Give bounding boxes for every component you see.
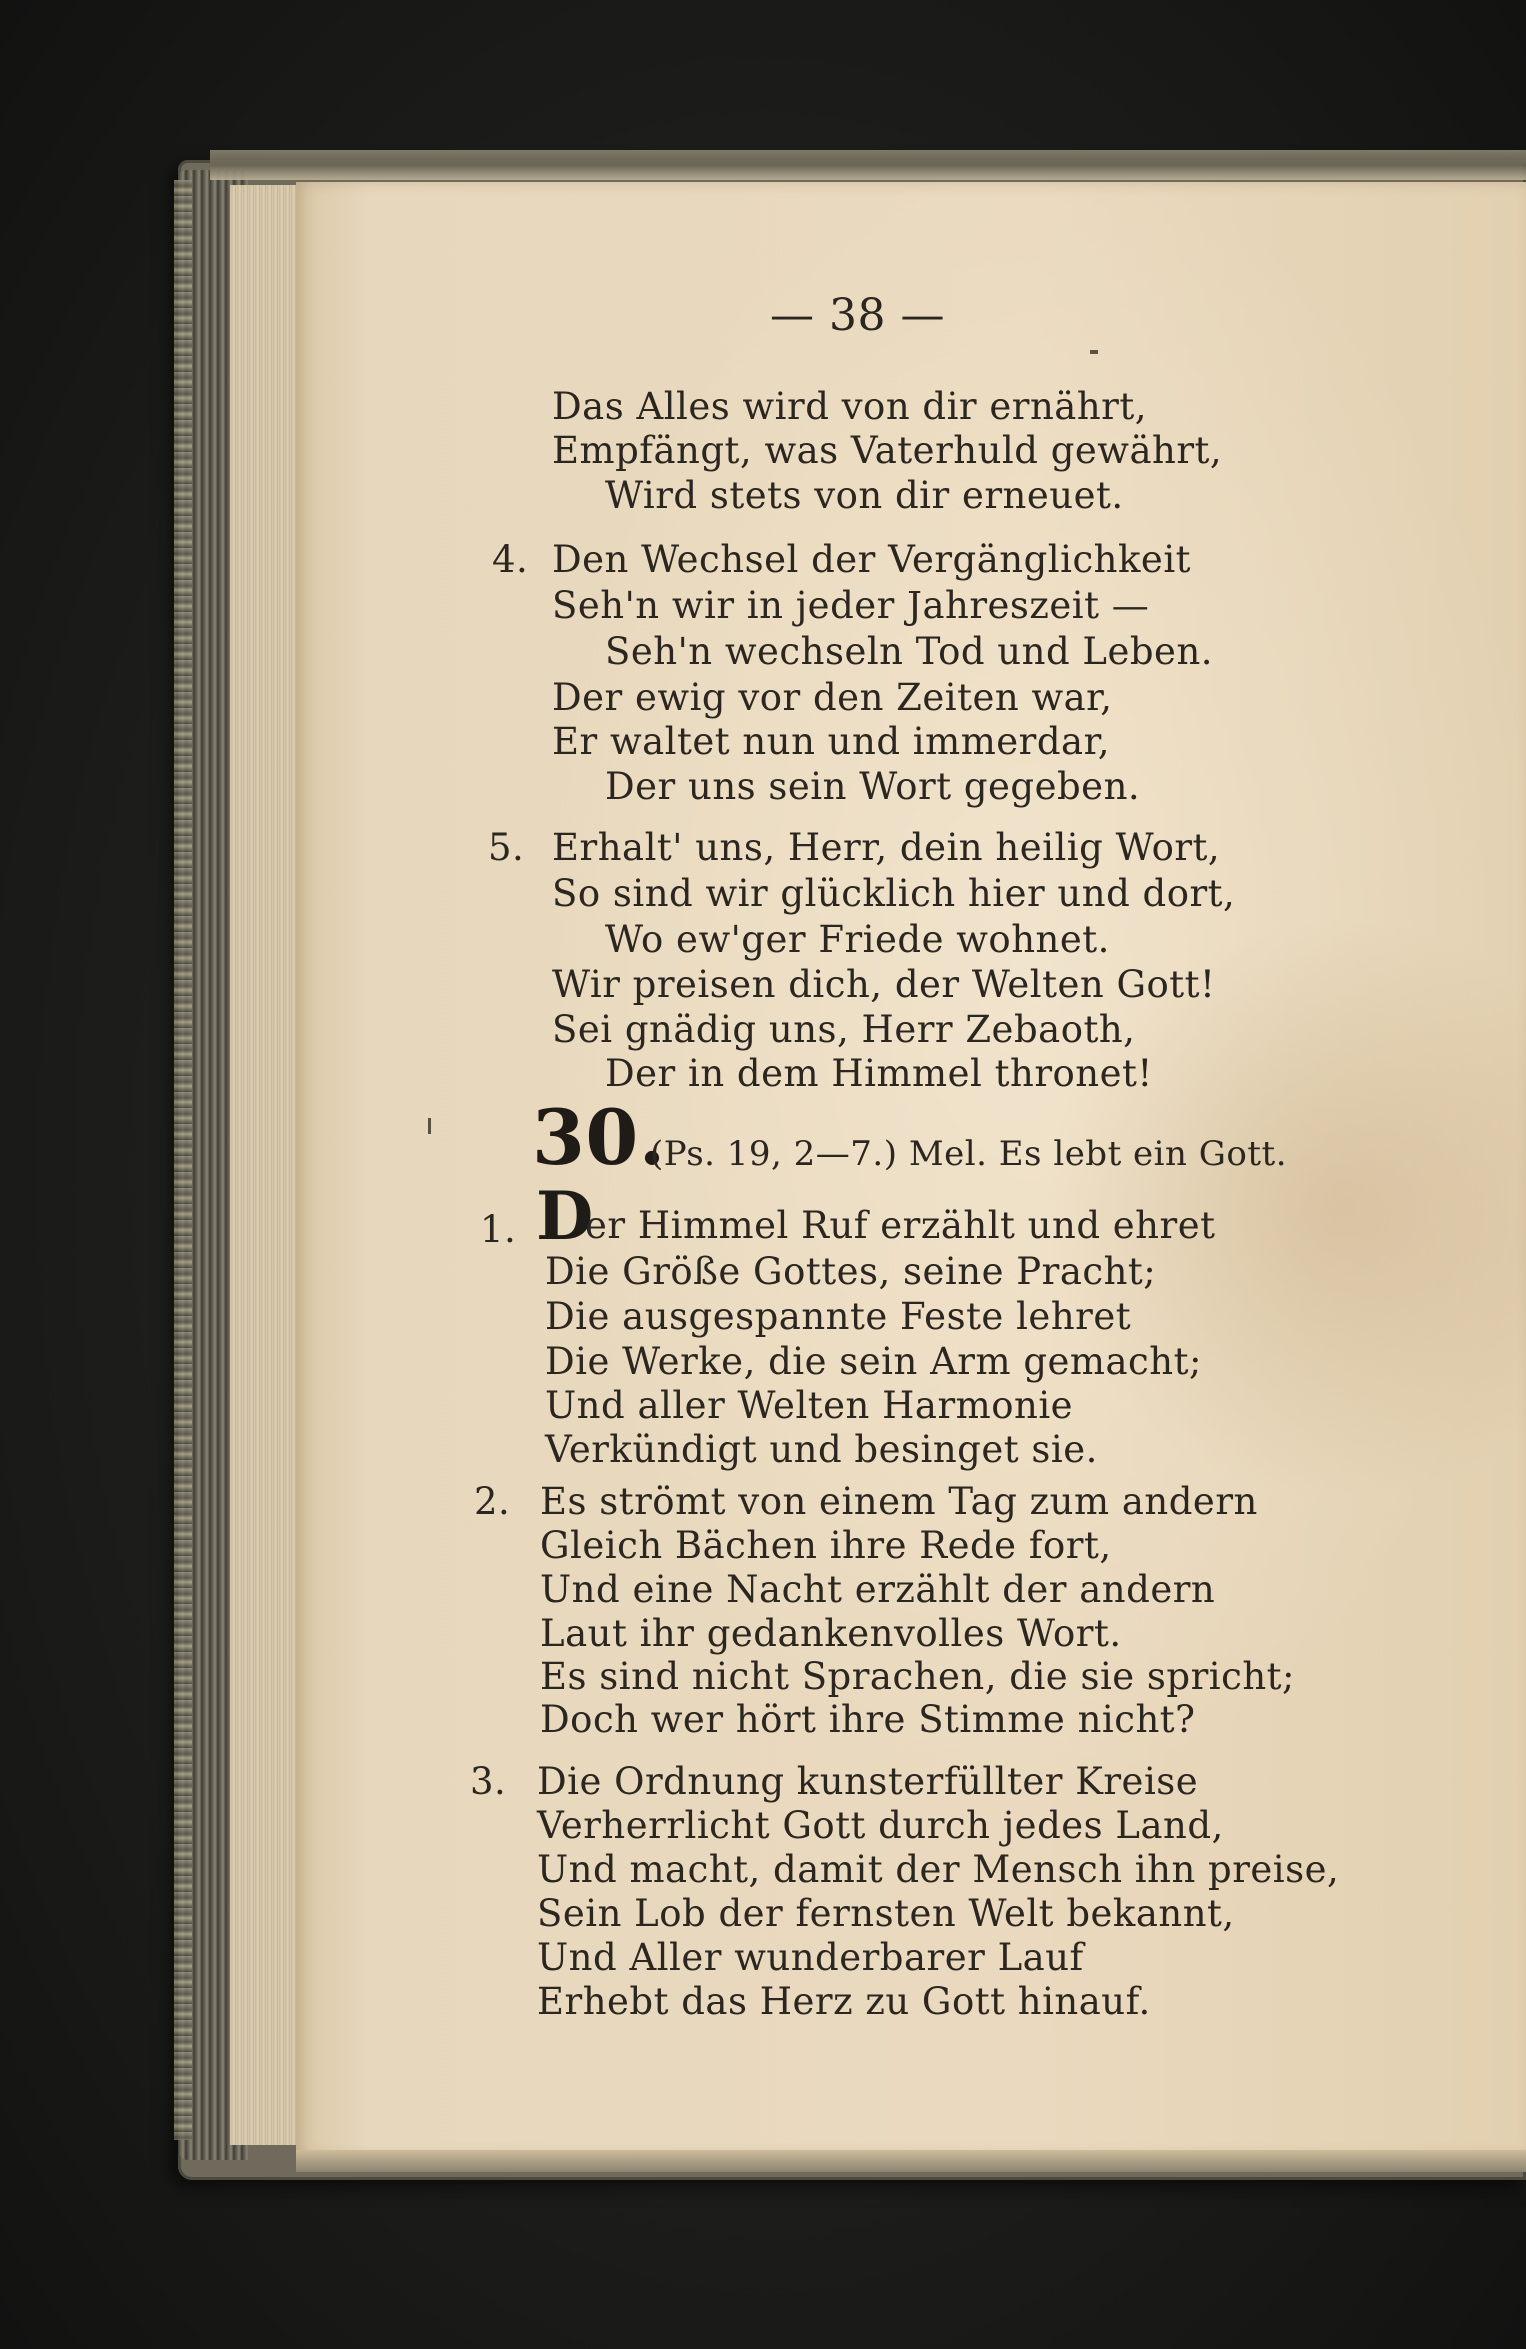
stanza-line: Seh'n wechseln Tod und Leben. xyxy=(605,630,1214,673)
stanza-line: Die ausgespannte Feste lehret xyxy=(545,1295,1132,1338)
page-number: — 38 — xyxy=(770,290,945,341)
stanza-line: Die Größe Gottes, seine Pracht; xyxy=(545,1250,1157,1293)
verse-number: 5. xyxy=(488,826,525,869)
stanza-line: Den Wechsel der Vergänglichkeit xyxy=(552,538,1192,581)
frayed-top-edge xyxy=(210,150,1526,180)
stanza-line: Wird stets von dir erneuet. xyxy=(605,474,1124,517)
verse-number: 1. xyxy=(480,1208,517,1251)
stanza-line: Die Werke, die sein Arm gemacht; xyxy=(545,1340,1202,1383)
stanza-line: Gleich Bächen ihre Rede fort, xyxy=(540,1524,1112,1567)
stanza-line: Und eine Nacht erzählt der andern xyxy=(540,1568,1216,1611)
stanza-line: Der uns sein Wort gegeben. xyxy=(605,765,1141,808)
verse-number: 3. xyxy=(470,1760,507,1803)
stanza-line: Das Alles wird von dir ernährt, xyxy=(552,385,1147,428)
stanza-line: Es strömt von einem Tag zum andern xyxy=(540,1480,1258,1523)
stanza-line: Seh'n wir in jeder Jahreszeit — xyxy=(552,584,1150,627)
stanza-line: Erhalt' uns, Herr, dein heilig Wort, xyxy=(552,826,1221,869)
stanza-line: Der in dem Himmel thronet! xyxy=(605,1052,1153,1095)
stanza-line: er Himmel Ruf erzählt und ehret xyxy=(585,1204,1216,1247)
verse-number: 4. xyxy=(492,538,529,581)
stanza-line: Und aller Welten Harmonie xyxy=(545,1384,1074,1427)
stray-print-mark xyxy=(428,1118,431,1134)
stray-print-mark xyxy=(1090,350,1098,354)
stanza-line: Empfängt, was Vaterhuld gewährt, xyxy=(552,429,1223,472)
drop-cap: D xyxy=(536,1177,594,1255)
stanza-line: Die Ordnung kunsterfüllter Kreise xyxy=(537,1760,1199,1803)
verse-number: 2. xyxy=(474,1480,511,1523)
stanza-line: Sein Lob der fernsten Welt bekannt, xyxy=(537,1892,1235,1935)
stanza-line: Erhebt das Herz zu Gott hinauf. xyxy=(537,1980,1151,2023)
stanza-line: Und Aller wunderbarer Lauf xyxy=(537,1936,1084,1979)
stanza-line: Wo ew'ger Friede wohnet. xyxy=(605,918,1110,961)
page-edges xyxy=(230,185,298,2145)
stanza-line: Es sind nicht Sprachen, die sie spricht; xyxy=(540,1655,1296,1698)
stanza-line: Und macht, damit der Mensch ihn preise, xyxy=(537,1848,1340,1891)
hymn-reference: (Ps. 19, 2—7.) Mel. Es lebt ein Gott. xyxy=(650,1134,1288,1174)
stanza-line: Sei gnädig uns, Herr Zebaoth, xyxy=(552,1008,1136,1051)
stanza-line: So sind wir glücklich hier und dort, xyxy=(552,872,1236,915)
stanza-line: Verkündigt und besinget sie. xyxy=(545,1428,1098,1471)
stanza-line: Doch wer hört ihre Stimme nicht? xyxy=(540,1698,1196,1741)
stanza-line: Wir preisen dich, der Welten Gott! xyxy=(552,963,1216,1006)
hymn-number: 30. xyxy=(532,1093,666,1182)
stanza-line: Der ewig vor den Zeiten war, xyxy=(552,676,1113,719)
stanza-line: Verherrlicht Gott durch jedes Land, xyxy=(537,1804,1224,1847)
page-bottom-edge xyxy=(296,2150,1526,2172)
frayed-spine xyxy=(174,180,192,2140)
stanza-line: Laut ihr gedankenvolles Wort. xyxy=(540,1612,1122,1655)
stanza-line: Er waltet nun und immerdar, xyxy=(552,720,1110,763)
